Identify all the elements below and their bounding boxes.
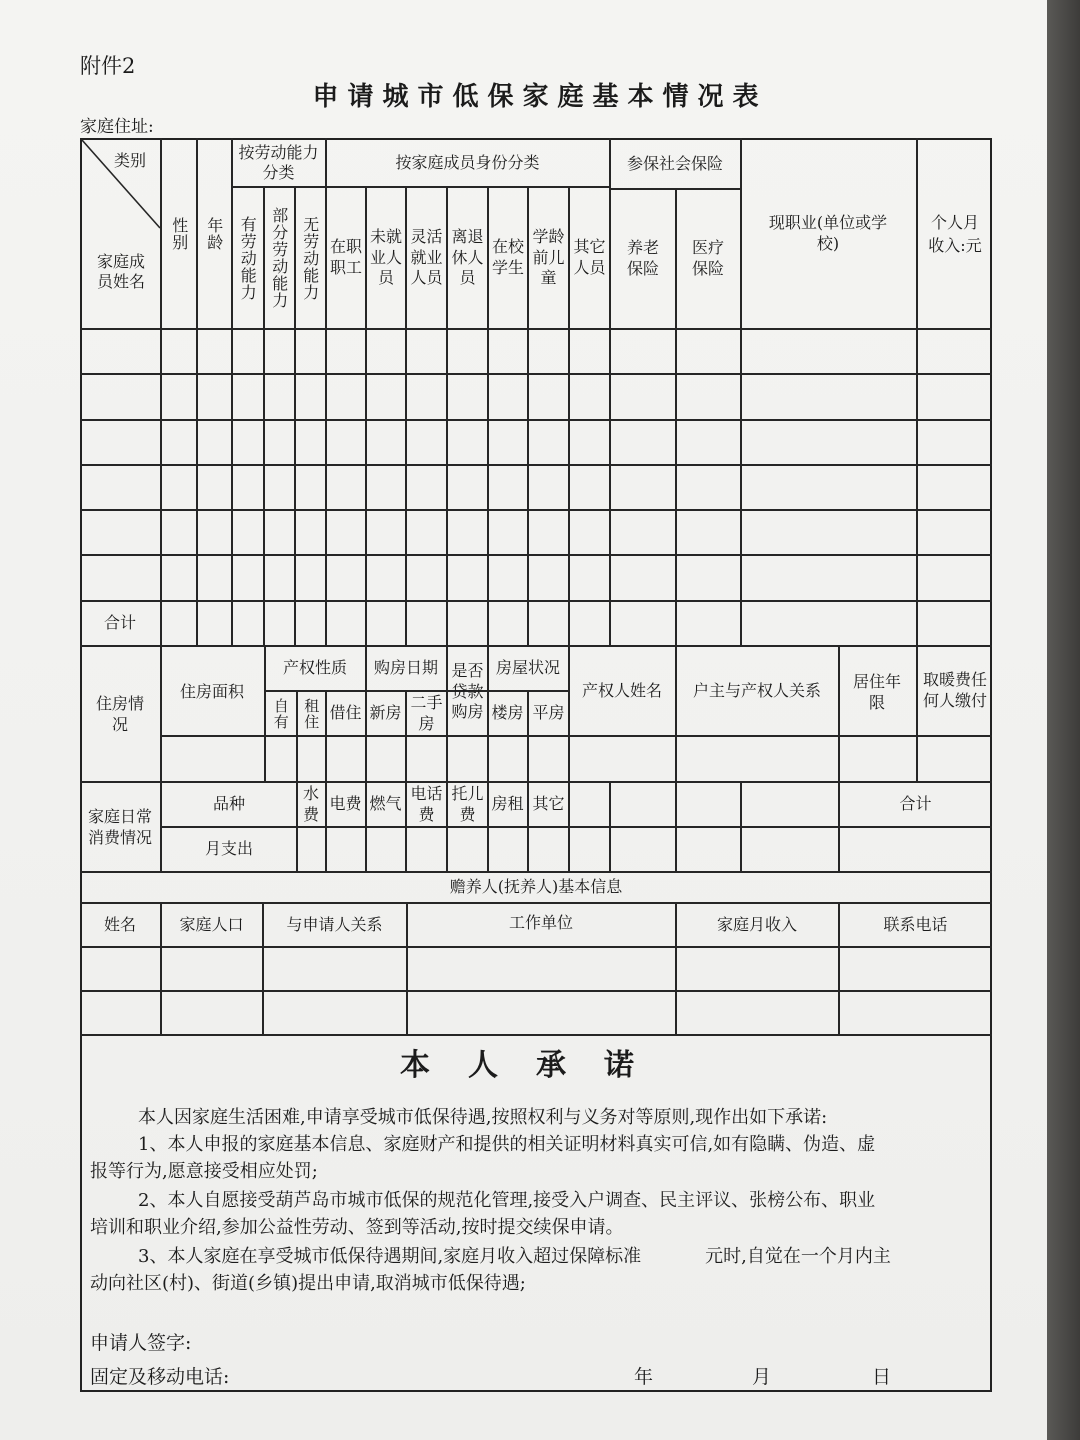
grid-line: [80, 600, 992, 602]
consumption-item-label: 品种: [212, 794, 245, 814]
consumption-childcare: 托儿费: [451, 783, 484, 824]
identity-col-unemployed: 未就业人员: [369, 226, 402, 288]
labor-col-partial: 部分劳动能力: [269, 207, 289, 309]
house-status-header: 房屋状况: [495, 658, 560, 678]
ownership-header: 产权性质: [282, 658, 347, 678]
phone-label: 固定及移动电话:: [90, 1366, 230, 1388]
labor-group-header: 按劳动能力分类: [238, 143, 319, 182]
consumption-total-label: 合计: [899, 794, 932, 814]
ownership-own: 自有: [271, 697, 290, 730]
grid-line: [916, 138, 918, 645]
consumption-rent: 房租: [491, 794, 524, 814]
identity-col-student: 在校学生: [491, 237, 524, 277]
gender-header: 性别: [169, 217, 189, 251]
supporter-col-income: 家庭月收入: [716, 914, 797, 934]
corner-member-name-label: 家庭成员姓名: [96, 252, 145, 291]
corner-category-label: 类别: [113, 150, 146, 170]
commitment-item-1b: 报等行为,愿意接受相应处罚;: [90, 1161, 318, 1182]
owner-name-header: 产权人姓名: [581, 680, 662, 700]
commitment-item-3a: [90, 1243, 985, 1270]
grid-line: [80, 509, 992, 511]
attachment-label: 附件2: [80, 54, 136, 78]
grid-line: [740, 138, 742, 645]
grid-line: [80, 464, 992, 466]
grid-line: [160, 735, 992, 737]
consumption-label: 家庭日常消费情况: [87, 807, 152, 847]
date-day-label: 日: [872, 1366, 892, 1388]
grid-line: [838, 645, 840, 781]
insurance-col-pension: 养老保险: [626, 238, 659, 278]
commitment-title: 本人承诺: [400, 1048, 672, 1083]
supporter-col-employer: 工作单位: [508, 912, 573, 932]
heating-fee-header: 取暖费任何人缴付: [922, 670, 987, 710]
owner-relation-header: 户主与产权人关系: [692, 680, 821, 700]
supporter-section-title: 赡养人(抚养人)基本信息: [449, 876, 623, 896]
labor-col-none: 无劳动能力: [300, 215, 320, 301]
supporter-col-name: 姓名: [103, 914, 136, 934]
grid-line: [675, 781, 677, 871]
consumption-other: 其它: [532, 794, 565, 814]
housing-label: 住房情况: [95, 694, 144, 734]
grid-line: [80, 419, 992, 421]
grid-line: [80, 554, 992, 556]
date-month-label: 月: [752, 1366, 772, 1388]
residence-years-header: 居住年限: [852, 671, 901, 712]
commitment-item-3a-start: 3、本人家庭在享受城市低保待遇期间,家庭月收入超过保障标准: [138, 1246, 642, 1267]
grid-line: [80, 328, 992, 330]
supporter-col-phone: 联系电话: [883, 914, 948, 934]
background-table-edge: [1047, 0, 1080, 1440]
income-header: 个人月收入:元: [928, 212, 982, 255]
identity-group-header: 按家庭成员身份分类: [395, 152, 540, 172]
commitment-intro: 本人因家庭生活困难,申请享受城市低保待遇,按照权利与义务对等原则,现作出如下承诺:: [138, 1107, 828, 1128]
supporter-col-relation: 与申请人关系: [286, 914, 383, 934]
commitment-item-2a: 2、本人自愿接受葫芦岛市城市低保的规范化管理,接受入户调查、民主评议、张榜公布、职业: [138, 1190, 876, 1211]
age-header: 年龄: [204, 217, 224, 251]
commitment-item-3a-end: 元时,自觉在一个月内主: [705, 1246, 891, 1267]
grid-line: [609, 781, 611, 871]
grid-line: [160, 645, 162, 781]
commitment-item-2b: 培训和职业介绍,参加公益性劳动、签到等活动,按时提交续保申请。: [90, 1217, 624, 1238]
consumption-phone: 电话费: [410, 783, 443, 824]
identity-col-flexible: 灵活就业人员: [410, 226, 443, 288]
supporter-col-household: 家庭人口: [179, 914, 244, 934]
grid-line: [80, 990, 992, 992]
identity-col-retired: 离退休人员: [451, 226, 484, 288]
ownership-borrow: 借住: [329, 703, 362, 723]
grid-line: [609, 138, 611, 645]
grid-line: [740, 781, 742, 871]
consumption-water: 水费: [302, 783, 319, 824]
purchase-second-hand: 二手房: [410, 692, 443, 733]
job-header: 现职业(单位或学校): [768, 213, 888, 253]
consumption-monthly-label: 月支出: [204, 839, 253, 859]
purchase-new: 新房: [369, 703, 402, 723]
house-bungalow: 平房: [532, 703, 565, 723]
consumption-electric: 电费: [329, 794, 362, 814]
grid-line: [80, 373, 992, 375]
identity-col-preschool: 学龄前儿童: [532, 226, 565, 288]
consumption-gas: 燃气: [369, 794, 402, 814]
form-title: 申请城市低保家庭基本情况表: [312, 82, 768, 112]
identity-col-other: 其它人员: [573, 237, 606, 277]
commitment-item-3b: 动向社区(村)、街道(乡镇)提出申请,取消城市低保待遇;: [90, 1273, 526, 1294]
house-building: 楼房: [491, 703, 524, 723]
address-label: 家庭住址:: [80, 117, 154, 137]
insurance-col-medical: 医疗保险: [691, 238, 724, 278]
grid-line: [568, 781, 570, 871]
members-total-label: 合计: [103, 613, 136, 633]
grid-line: [80, 946, 992, 948]
housing-area-header: 住房面积: [179, 682, 244, 702]
identity-col-employed: 在职职工: [329, 237, 362, 277]
loan-header: 是否贷款购房: [451, 660, 484, 722]
insurance-group-header: 参保社会保险: [626, 153, 723, 173]
purchase-date-header: 购房日期: [373, 658, 438, 678]
date-year-label: 年: [634, 1366, 654, 1388]
grid-line: [675, 188, 677, 645]
grid-line: [80, 1034, 992, 1036]
labor-col-full: 有劳动能力: [238, 215, 258, 301]
commitment-item-1a: 1、本人申报的家庭基本信息、家庭财产和提供的相关证明材料真实可信,如有隐瞒、伪造、虚: [138, 1134, 876, 1155]
signature-label: 申请人签字:: [90, 1332, 192, 1354]
ownership-rent: 租住: [302, 697, 321, 730]
